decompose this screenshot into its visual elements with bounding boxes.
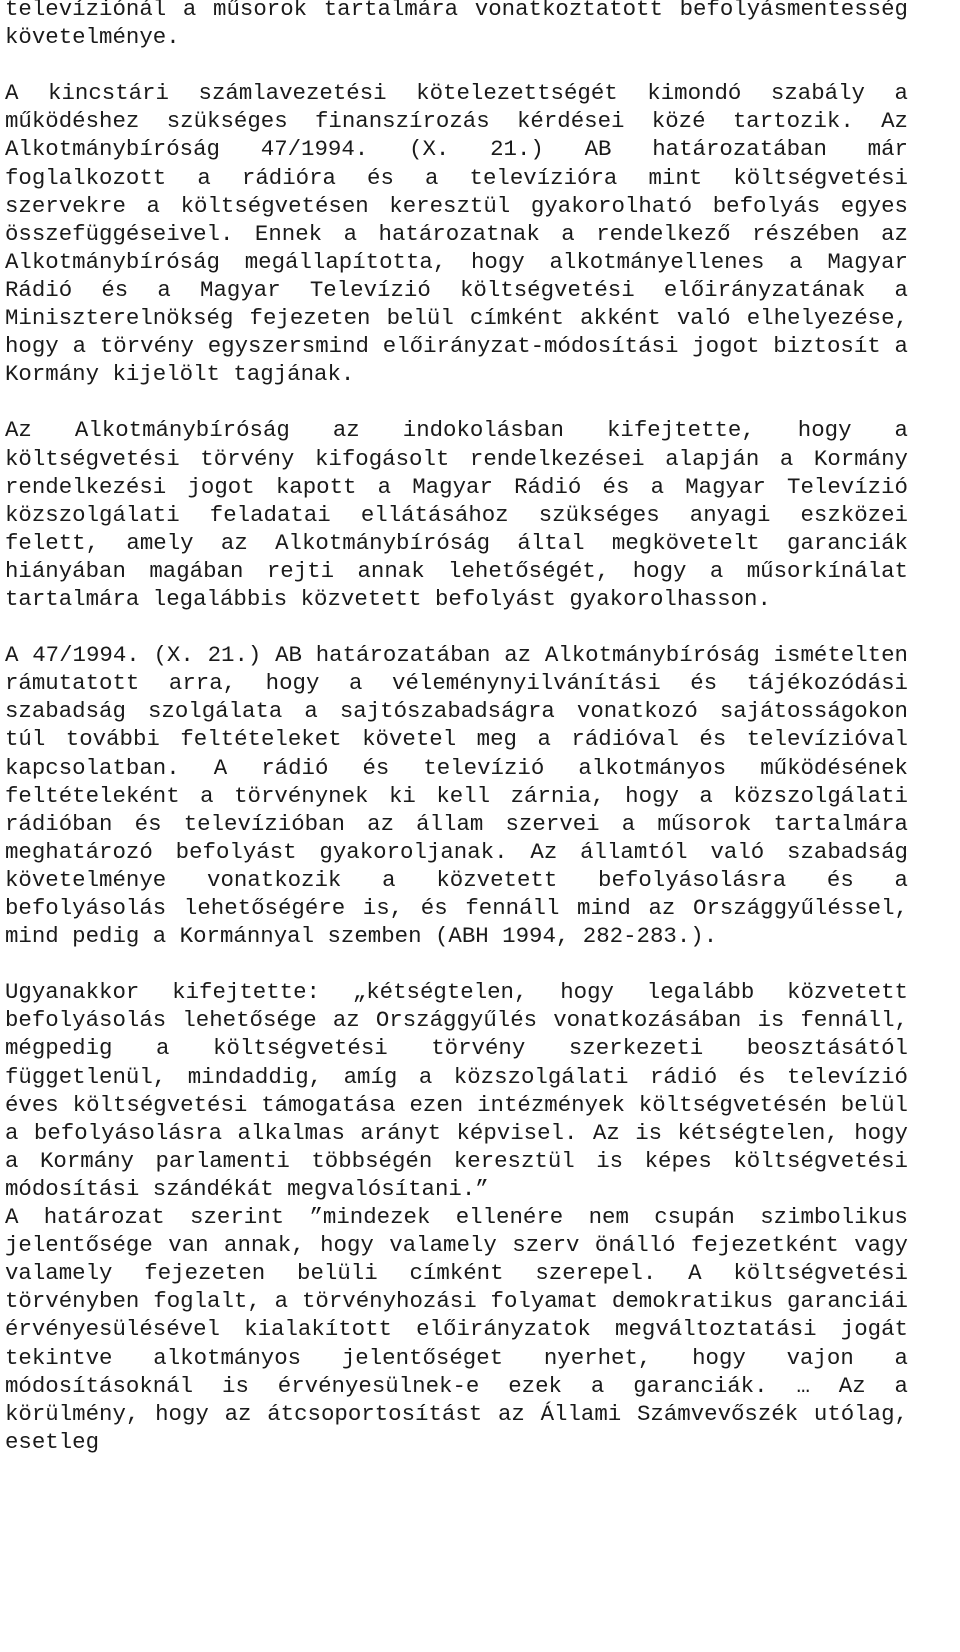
paragraph-4: A 47/1994. (X. 21.) AB határozatában az Alkotmánybíróság ismételten rámutatott arra, hogy a véleménynyilvánítási és tájékozódási szabadság szolgálata a sajtószabadságra vonatkozó sajátosságokon túl további feltételeket követel meg a rádióval és televízióval kapcsolatban. A rádió és televízió alkotmányos működésének feltételeként a törvénynek ki kell zárnia, hogy a közszolgálati rádióban és televízióban az állam szervei a műsorok tartalmára meghatározó befolyást gyakoroljanak. Az államtól való szabadság követelménye vonatkozik a közvetett befolyásolásra és a befolyásolás lehetőségére is, és fennáll mind az Országgyűléssel, mind pedig a Kormánnyal szemben (ABH 1994, 282-283.). — [5, 642, 908, 950]
document-page — [5, 0, 908, 1484]
paragraph-1: televíziónál a műsorok tartalmára vonatkoztatott befolyásmentesség követelménye. — [5, 0, 908, 51]
paragraph-6: A határozat szerint ”mindezek ellenére nem csupán szimbolikus jelentősége van annak, hogy valamely szerv önálló fejezetként vagy valamely fejezeten belüli címként szerepel. A költségvetési törvényben foglalt, a törvényhozási folyamat demokratikus garanciái érvényesülésével kialakított előirányzatok megváltoztatási jogát tekintve alkotmányos jelentőséget nyerhet, hogy vajon a módosításoknál is érvényesülnek-e ezek a garanciák. … Az a körülmény, hogy az átcsoportosítást az Állami Számvevőszék utólag, esetleg — [5, 1204, 908, 1455]
paragraph-3: Az Alkotmánybíróság az indokolásban kifejtette, hogy a költségvetési törvény kifogásolt rendelkezései alapján a Kormány rendelkezési jogot kapott a Magyar Rádió és a Magyar Televízió közszolgálati feladatai ellátásához szükséges anyagi eszközei felett, amely az Alkotmánybíróság által megkövetelt garanciák hiányában magában rejti annak lehetőségét, hogy a műsorkínálat tartalmára legalábbis közvetett befolyást gyakorolhasson. — [5, 417, 908, 612]
paragraph-2: A kincstári számlavezetési kötelezettségét kimondó szabály a működéshez szükséges finanszírozás kérdései közé tartozik. Az Alkotmánybíróság 47/1994. (X. 21.) AB határozatában már foglalkozott a rádióra és a televízióra mint költségvetési szervekre a költségvetésen keresztül gyakorolható befolyás egyes összefüggéseivel. Ennek a határozatnak a rendelkező részében az Alkotmánybíróság megállapította, hogy alkotmányellenes a Magyar Rádió és a Magyar Televízió költségvetési előirányzatának a Miniszterelnökség fejezeten belül címként akként való elhelyezése, hogy a törvény egyszersmind előirányzat-módosítási jogot biztosít a Kormány kijelölt tagjának. — [5, 80, 908, 388]
paragraph-5: Ugyanakkor kifejtette: „kétségtelen, hogy legalább közvetett befolyásolás lehetősége az Országgyűlés vonatkozásában is fennáll, mégpedig a költségvetési törvény szerkezeti beosztásától függetlenül, mindaddig, amíg a közszolgálati rádió és televízió éves költségvetési támogatása ezen intézmények költségvetésén belül a befolyásolásra alkalmas arányt képvisel. Az is kétségtelen, hogy a Kormány parlamenti többségén keresztül is képes költségvetési módosítási szándékát megvalósítani.” — [5, 979, 908, 1202]
